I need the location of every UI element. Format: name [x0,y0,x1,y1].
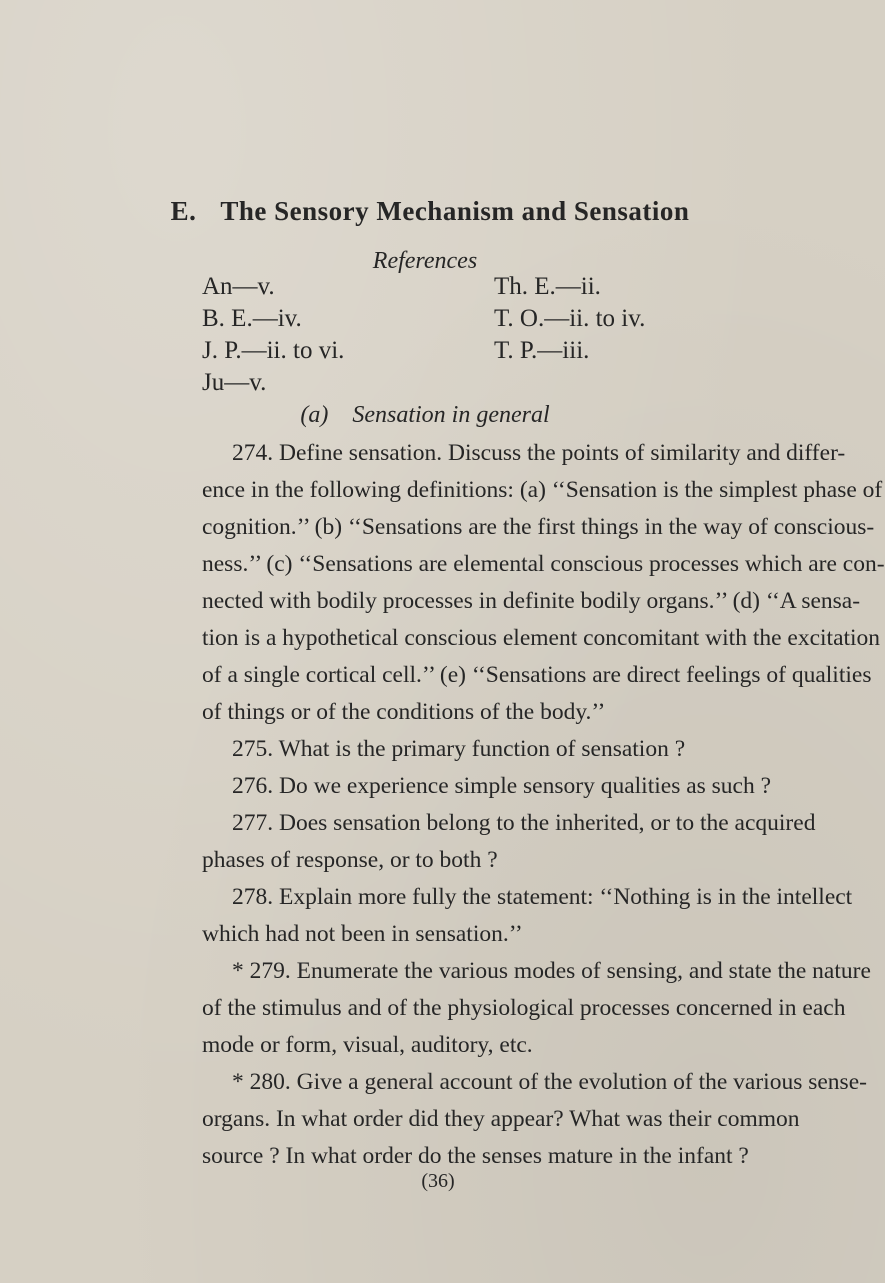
reference-item: J. P.—ii. to vi. [202,337,345,364]
text-line: ence in the following definitions: (a) ‘‘Sensation is the simplest phase of [202,477,883,503]
section-letter: E. [170,196,197,226]
reference-item: B. E.—iv. [202,305,302,332]
reference-item: T. P.—iii. [494,337,590,364]
text-line: cognition.’’ (b) ‘‘Sensations are the first things in the way of conscious- [202,514,875,540]
text-line: of things or of the conditions of the body.’’ [202,699,606,725]
text-line: 275. What is the primary function of sensation ? [232,736,686,762]
text-line: source ? In what order do the senses mature in the infant ? [202,1143,749,1169]
text-line: 274. Define sensation. Discuss the points of similarity and differ- [232,440,846,466]
text-line: 276. Do we experience simple sensory qualities as such ? [232,773,772,799]
text-line: 277. Does sensation belong to the inherited, or to the acquired [232,810,816,836]
text-line: tion is a hypothetical conscious element concomitant with the excitation [202,625,881,651]
references-title: References [372,248,478,274]
text-line: which had not been in sensation.’’ [202,921,523,947]
subsection-heading [0,402,800,429]
text-line: * 279. Enumerate the various modes of sensing, and state the nature [232,958,871,984]
subsection-mark: (a) [300,402,329,428]
page-number: (36) [421,1170,455,1192]
text-line: nected with bodily processes in definite bodily organs.’’ (d) ‘‘A sensa- [202,588,861,614]
reference-item: Ju—v. [202,369,267,396]
text-line: phases of response, or to both ? [202,847,498,873]
reference-item: T. O.—ii. to iv. [494,305,646,332]
text-line: organs. In what order did they appear? What was their common [202,1106,800,1132]
text-line: mode or form, visual, auditory, etc. [202,1032,533,1058]
text-line: of a single cortical cell.’’ (e) ‘‘Sensations are direct feelings of qualities [202,662,872,688]
text-line: * 280. Give a general account of the evolution of the various sense- [232,1069,867,1095]
subsection-title: Sensation in general [352,402,550,428]
text-line: 278. Explain more fully the statement: ‘‘Nothing is in the intellect [232,884,853,910]
section-title: The Sensory Mechanism and Sensation [220,196,690,226]
reference-item: An—v. [202,273,275,300]
section-heading [0,196,800,227]
text-line: ness.’’ (c) ‘‘Sensations are elemental conscious processes which are con- [202,551,885,577]
text-line: of the stimulus and of the physiological processes concerned in each [202,995,846,1021]
reference-item: Th. E.—ii. [494,273,601,300]
